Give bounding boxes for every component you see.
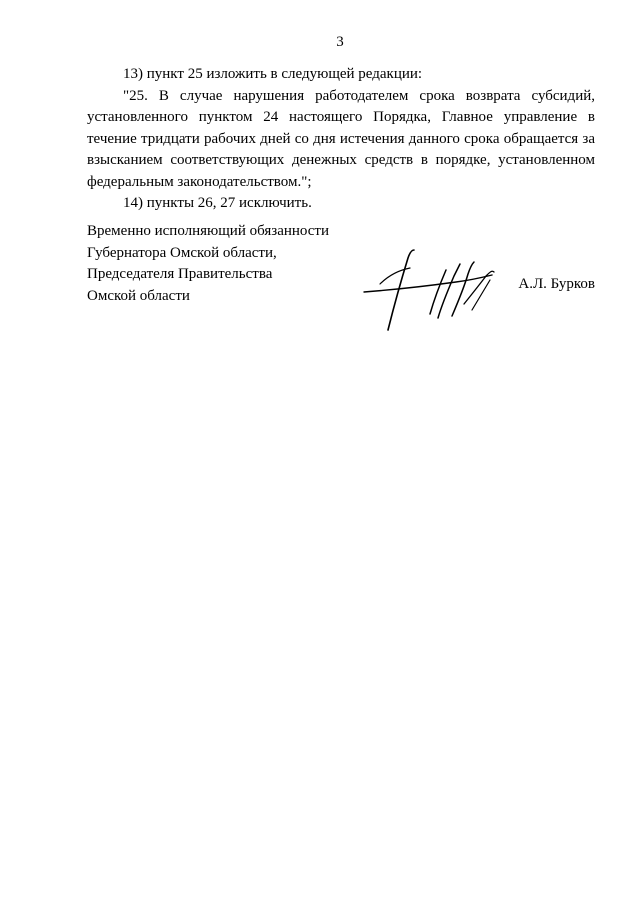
position-line: Временно исполняющий обязанности [87, 223, 330, 239]
amendment-25-text: "25. В случае нарушения работодателем срока возврата субсидий, установленного пунктом 24 настоящего Порядка, Главное управление в течение тридцати рабочих дней со дня истечения данного срока обращается за взысканием соответствующих денежных средств в порядке, установленном федеральным законодательством."; [87, 87, 595, 190]
amendment-14: 14) пункты 26, 27 исключить. [123, 195, 312, 211]
amendment-13: 13) пункт 25 изложить в следующей редакции: [123, 66, 423, 82]
signatory-position [87, 221, 595, 307]
document-body [87, 64, 595, 215]
position-line: Омской области [87, 287, 190, 304]
position-line: Председателя Правительства [87, 266, 273, 282]
page-number: 3 [336, 34, 344, 50]
signer-name: А.Л. Бурков [518, 276, 595, 292]
handwritten-signature [360, 244, 510, 336]
position-line: Губернатора Омской области, [87, 244, 277, 261]
